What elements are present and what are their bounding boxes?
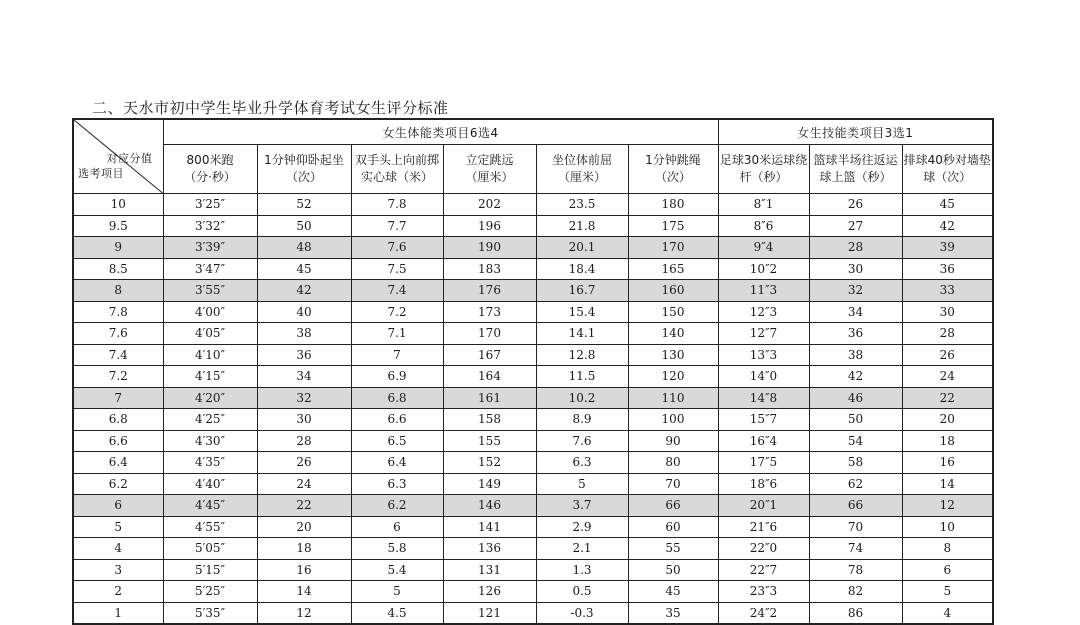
cell-football: 24″2 [718, 602, 809, 624]
cell-score: 7 [73, 387, 163, 409]
cell-ball: 6.5 [351, 430, 443, 452]
cell-sitreach: 12.8 [536, 344, 628, 366]
cell-score: 3 [73, 559, 163, 581]
cell-run800: 4′15″ [163, 366, 257, 388]
cell-situp: 40 [257, 301, 351, 323]
table-row [73, 473, 993, 495]
cell-run800: 3′55″ [163, 280, 257, 302]
cell-sitreach: 2.9 [536, 516, 628, 538]
cell-jump: 146 [443, 495, 536, 517]
table-body [73, 194, 993, 625]
cell-sitreach: 20.1 [536, 237, 628, 259]
column-header: 排球40秒对墙垫 球（次） [902, 145, 993, 194]
cell-jump: 167 [443, 344, 536, 366]
cell-situp: 26 [257, 452, 351, 474]
column-header: 立定跳远 （厘米） [443, 145, 536, 194]
table-row [73, 516, 993, 538]
cell-run800: 4′10″ [163, 344, 257, 366]
cell-situp: 45 [257, 258, 351, 280]
cell-football: 17″5 [718, 452, 809, 474]
cell-volleyball: 26 [902, 344, 993, 366]
table-row [73, 237, 993, 259]
cell-score: 1 [73, 602, 163, 624]
cell-ball: 6.2 [351, 495, 443, 517]
cell-jump: 190 [443, 237, 536, 259]
cell-situp: 14 [257, 581, 351, 603]
cell-ball: 7.1 [351, 323, 443, 345]
cell-sitreach: 6.3 [536, 452, 628, 474]
cell-rope: 120 [628, 366, 718, 388]
cell-score: 6.4 [73, 452, 163, 474]
cell-run800: 3′25″ [163, 194, 257, 216]
table-row [73, 495, 993, 517]
cell-sitreach: 15.4 [536, 301, 628, 323]
cell-situp: 28 [257, 430, 351, 452]
cell-jump: 126 [443, 581, 536, 603]
table-row [73, 280, 993, 302]
table-row [73, 452, 993, 474]
cell-ball: 5 [351, 581, 443, 603]
cell-situp: 34 [257, 366, 351, 388]
cell-basketball: 26 [809, 194, 902, 216]
cell-basketball: 82 [809, 581, 902, 603]
cell-ball: 5.4 [351, 559, 443, 581]
cell-rope: 130 [628, 344, 718, 366]
cell-football: 18″6 [718, 473, 809, 495]
cell-jump: 131 [443, 559, 536, 581]
cell-rope: 175 [628, 215, 718, 237]
table-row [73, 538, 993, 560]
cell-score: 6 [73, 495, 163, 517]
cell-basketball: 30 [809, 258, 902, 280]
cell-situp: 52 [257, 194, 351, 216]
table-row [73, 387, 993, 409]
cell-volleyball: 28 [902, 323, 993, 345]
cell-situp: 16 [257, 559, 351, 581]
cell-jump: 183 [443, 258, 536, 280]
cell-basketball: 78 [809, 559, 902, 581]
cell-score: 5 [73, 516, 163, 538]
cell-situp: 48 [257, 237, 351, 259]
cell-basketball: 50 [809, 409, 902, 431]
cell-football: 20″1 [718, 495, 809, 517]
cell-jump: 170 [443, 323, 536, 345]
cell-situp: 22 [257, 495, 351, 517]
cell-sitreach: 3.7 [536, 495, 628, 517]
cell-rope: 110 [628, 387, 718, 409]
cell-sitreach: 10.2 [536, 387, 628, 409]
cell-situp: 18 [257, 538, 351, 560]
cell-ball: 6.3 [351, 473, 443, 495]
cell-volleyball: 10 [902, 516, 993, 538]
column-header: 篮球半场往返运 球上篮（秒） [809, 145, 902, 194]
cell-run800: 4′00″ [163, 301, 257, 323]
cell-football: 8″1 [718, 194, 809, 216]
table-row [73, 215, 993, 237]
cell-volleyball: 36 [902, 258, 993, 280]
cell-football: 16″4 [718, 430, 809, 452]
cell-basketball: 27 [809, 215, 902, 237]
cell-run800: 5′25″ [163, 581, 257, 603]
cell-situp: 12 [257, 602, 351, 624]
cell-run800: 4′20″ [163, 387, 257, 409]
table-row [73, 366, 993, 388]
cell-score: 2 [73, 581, 163, 603]
cell-jump: 202 [443, 194, 536, 216]
table-row [73, 559, 993, 581]
cell-run800: 4′05″ [163, 323, 257, 345]
cell-basketball: 32 [809, 280, 902, 302]
cell-football: 14″8 [718, 387, 809, 409]
cell-rope: 150 [628, 301, 718, 323]
cell-volleyball: 14 [902, 473, 993, 495]
cell-run800: 4′55″ [163, 516, 257, 538]
cell-jump: 152 [443, 452, 536, 474]
column-header: 足球30米运球绕 杆（秒） [718, 145, 809, 194]
cell-ball: 4.5 [351, 602, 443, 624]
cell-volleyball: 42 [902, 215, 993, 237]
cell-sitreach: 23.5 [536, 194, 628, 216]
cell-basketball: 62 [809, 473, 902, 495]
cell-football: 13″3 [718, 344, 809, 366]
cell-volleyball: 30 [902, 301, 993, 323]
cell-ball: 6.6 [351, 409, 443, 431]
cell-score: 6.8 [73, 409, 163, 431]
table-row [73, 602, 993, 624]
cell-volleyball: 24 [902, 366, 993, 388]
cell-basketball: 74 [809, 538, 902, 560]
cell-sitreach: 21.8 [536, 215, 628, 237]
table-row [73, 344, 993, 366]
cell-ball: 7.2 [351, 301, 443, 323]
corner-score-label: 对应分值 [106, 152, 153, 165]
corner-item-label: 选考项目 [78, 167, 124, 180]
cell-ball: 7.5 [351, 258, 443, 280]
cell-sitreach: 5 [536, 473, 628, 495]
cell-basketball: 70 [809, 516, 902, 538]
cell-sitreach: 16.7 [536, 280, 628, 302]
cell-rope: 160 [628, 280, 718, 302]
cell-situp: 50 [257, 215, 351, 237]
cell-rope: 66 [628, 495, 718, 517]
cell-sitreach: 14.1 [536, 323, 628, 345]
cell-ball: 7.8 [351, 194, 443, 216]
cell-rope: 140 [628, 323, 718, 345]
column-header: 1分钟跳绳 （次） [628, 145, 718, 194]
cell-football: 8″6 [718, 215, 809, 237]
cell-rope: 165 [628, 258, 718, 280]
cell-rope: 90 [628, 430, 718, 452]
cell-rope: 45 [628, 581, 718, 603]
corner-header [73, 119, 163, 194]
cell-situp: 24 [257, 473, 351, 495]
table-row [73, 194, 993, 216]
cell-run800: 5′05″ [163, 538, 257, 560]
cell-run800: 3′47″ [163, 258, 257, 280]
cell-jump: 141 [443, 516, 536, 538]
cell-football: 22″7 [718, 559, 809, 581]
cell-score: 9.5 [73, 215, 163, 237]
cell-volleyball: 39 [902, 237, 993, 259]
cell-basketball: 58 [809, 452, 902, 474]
cell-football: 9″4 [718, 237, 809, 259]
table-row [73, 409, 993, 431]
group-fitness-header: 女生体能类项目6选4 [163, 119, 718, 145]
cell-volleyball: 12 [902, 495, 993, 517]
cell-volleyball: 45 [902, 194, 993, 216]
cell-situp: 32 [257, 387, 351, 409]
cell-run800: 4′35″ [163, 452, 257, 474]
column-header: 坐位体前屈 （厘米） [536, 145, 628, 194]
cell-football: 10″2 [718, 258, 809, 280]
cell-basketball: 34 [809, 301, 902, 323]
cell-volleyball: 20 [902, 409, 993, 431]
cell-basketball: 54 [809, 430, 902, 452]
cell-jump: 196 [443, 215, 536, 237]
cell-football: 12″7 [718, 323, 809, 345]
cell-basketball: 66 [809, 495, 902, 517]
cell-score: 7.8 [73, 301, 163, 323]
cell-score: 7.6 [73, 323, 163, 345]
cell-sitreach: 1.3 [536, 559, 628, 581]
cell-basketball: 38 [809, 344, 902, 366]
cell-volleyball: 5 [902, 581, 993, 603]
cell-run800: 4′45″ [163, 495, 257, 517]
table-row [73, 301, 993, 323]
table-row [73, 430, 993, 452]
cell-ball: 7.4 [351, 280, 443, 302]
cell-jump: 164 [443, 366, 536, 388]
cell-sitreach: 11.5 [536, 366, 628, 388]
cell-rope: 100 [628, 409, 718, 431]
cell-rope: 60 [628, 516, 718, 538]
cell-run800: 3′39″ [163, 237, 257, 259]
cell-football: 12″3 [718, 301, 809, 323]
cell-volleyball: 18 [902, 430, 993, 452]
table-row [73, 258, 993, 280]
cell-jump: 155 [443, 430, 536, 452]
cell-ball: 7 [351, 344, 443, 366]
cell-volleyball: 6 [902, 559, 993, 581]
cell-jump: 161 [443, 387, 536, 409]
cell-ball: 6.9 [351, 366, 443, 388]
column-header: 双手头上向前掷 实心球（米） [351, 145, 443, 194]
cell-rope: 50 [628, 559, 718, 581]
table-row [73, 581, 993, 603]
table-row [73, 323, 993, 345]
cell-situp: 20 [257, 516, 351, 538]
cell-score: 4 [73, 538, 163, 560]
cell-score: 7.4 [73, 344, 163, 366]
cell-sitreach: 7.6 [536, 430, 628, 452]
cell-jump: 149 [443, 473, 536, 495]
scoring-table [72, 118, 994, 625]
cell-basketball: 28 [809, 237, 902, 259]
cell-football: 22″0 [718, 538, 809, 560]
cell-sitreach: -0.3 [536, 602, 628, 624]
cell-ball: 7.6 [351, 237, 443, 259]
cell-situp: 36 [257, 344, 351, 366]
cell-jump: 136 [443, 538, 536, 560]
cell-situp: 30 [257, 409, 351, 431]
cell-jump: 121 [443, 602, 536, 624]
cell-rope: 35 [628, 602, 718, 624]
cell-jump: 173 [443, 301, 536, 323]
cell-score: 6.2 [73, 473, 163, 495]
cell-basketball: 86 [809, 602, 902, 624]
cell-volleyball: 8 [902, 538, 993, 560]
cell-volleyball: 33 [902, 280, 993, 302]
cell-situp: 38 [257, 323, 351, 345]
page-title: 二、天水市初中学生毕业升学体育考试女生评分标准 [92, 99, 449, 117]
cell-rope: 80 [628, 452, 718, 474]
cell-run800: 4′25″ [163, 409, 257, 431]
cell-jump: 176 [443, 280, 536, 302]
column-header: 800米跑 （分·秒） [163, 145, 257, 194]
cell-basketball: 36 [809, 323, 902, 345]
cell-run800: 5′35″ [163, 602, 257, 624]
cell-rope: 180 [628, 194, 718, 216]
cell-sitreach: 0.5 [536, 581, 628, 603]
cell-basketball: 42 [809, 366, 902, 388]
cell-sitreach: 2.1 [536, 538, 628, 560]
cell-run800: 5′15″ [163, 559, 257, 581]
cell-situp: 42 [257, 280, 351, 302]
cell-score: 8.5 [73, 258, 163, 280]
cell-jump: 158 [443, 409, 536, 431]
cell-football: 23″3 [718, 581, 809, 603]
cell-volleyball: 22 [902, 387, 993, 409]
cell-ball: 5.8 [351, 538, 443, 560]
cell-score: 10 [73, 194, 163, 216]
cell-score: 6.6 [73, 430, 163, 452]
cell-run800: 4′40″ [163, 473, 257, 495]
cell-football: 15″7 [718, 409, 809, 431]
column-header: 1分钟仰卧起坐 （次） [257, 145, 351, 194]
cell-football: 21″6 [718, 516, 809, 538]
cell-score: 7.2 [73, 366, 163, 388]
cell-ball: 6.4 [351, 452, 443, 474]
cell-sitreach: 18.4 [536, 258, 628, 280]
cell-rope: 70 [628, 473, 718, 495]
cell-volleyball: 4 [902, 602, 993, 624]
cell-run800: 3′32″ [163, 215, 257, 237]
cell-basketball: 46 [809, 387, 902, 409]
cell-sitreach: 8.9 [536, 409, 628, 431]
cell-football: 11″3 [718, 280, 809, 302]
cell-score: 8 [73, 280, 163, 302]
cell-ball: 6 [351, 516, 443, 538]
cell-ball: 7.7 [351, 215, 443, 237]
cell-football: 14″0 [718, 366, 809, 388]
cell-score: 9 [73, 237, 163, 259]
cell-rope: 170 [628, 237, 718, 259]
cell-run800: 4′30″ [163, 430, 257, 452]
group-skill-header: 女生技能类项目3选1 [718, 119, 993, 145]
cell-ball: 6.8 [351, 387, 443, 409]
cell-volleyball: 16 [902, 452, 993, 474]
cell-rope: 55 [628, 538, 718, 560]
